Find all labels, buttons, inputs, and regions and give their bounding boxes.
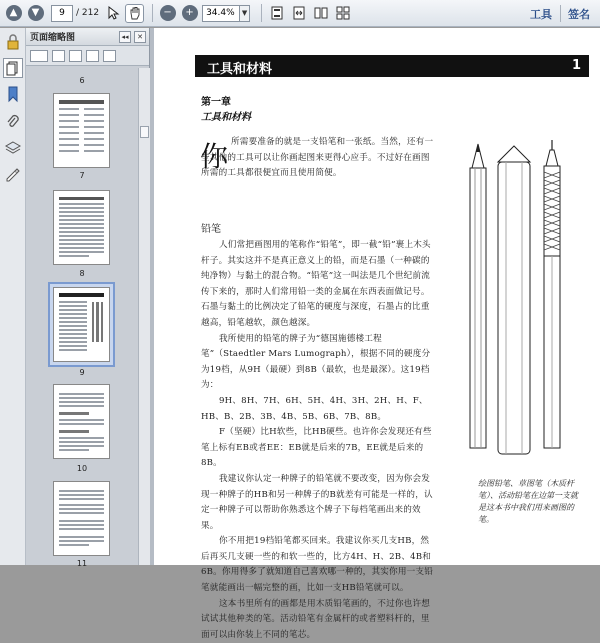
thumbnail-label: 7 xyxy=(79,171,85,180)
fit-page-icon xyxy=(270,6,284,20)
figure-caption: 绘图铅笔、草图笔（木质杆笔）、活动铅笔在边第一支就是这本书中我们用来画图的笔。 xyxy=(478,479,578,524)
attachment-icon[interactable] xyxy=(5,114,21,130)
rotate-page-icon[interactable] xyxy=(86,50,99,62)
two-page-button[interactable] xyxy=(311,4,330,23)
hand-icon xyxy=(128,6,142,20)
paragraph: 这本书里所有的画都是用木质铅笔画的，不过你也许想试试其他种类的笔。活动铅笔有金属杆的或者塑料杆的，里面可以由你装上不同的笔芯。 xyxy=(201,598,431,640)
bookmark-icon[interactable] xyxy=(5,86,21,102)
chapter-heading: 第一章 xyxy=(201,97,231,108)
paragraph: 我所使用的铅笔的牌子为“德国施德楼工程笔”（Staedtler Mars Lumograph），根据不同的硬度分为19档，从9H（最硬）到8B（最软，也是最深）。这19档为： xyxy=(201,333,431,391)
thumbnail-label: 11 xyxy=(76,559,88,568)
chapter-subtitle: 工具和材料 xyxy=(201,112,251,123)
toolbar xyxy=(0,0,600,27)
paragraph: 你不用把19档铅笔都买回来。我建议你买几支HB，然后再买几支硬一些的和软一些的，比方4H、H、2B、4B和6B。你用得多了就知道自己喜欢哪一种的，其实你用一支铅笔就能画出一幅完整的画，比如一支HB铅笔就可以。 xyxy=(201,536,434,594)
thumbnails-list xyxy=(26,68,138,568)
chevron-down-icon: ▼ xyxy=(241,8,248,17)
hand-tool-button[interactable] xyxy=(125,4,144,23)
thumbnails-scrollbar[interactable] xyxy=(138,68,150,565)
tools-menu[interactable]: 工具 xyxy=(530,8,552,21)
extract-page-icon[interactable] xyxy=(103,50,116,62)
arrow-down-icon: ▼ xyxy=(28,5,44,21)
zoom-in-button[interactable] xyxy=(180,4,199,23)
thumbnail-page-11[interactable] xyxy=(53,481,110,556)
document-page xyxy=(154,28,600,640)
paragraph: 人们常把画图用的笔称作“铅笔”，即一截“铅”裹上木头杆子。其实这并不是真正意义上的铅，而是石墨（一种碳的纯净物）与黏土的混合物。“铅笔”这一叫法是几个世纪前流传下来的，那时人们常用铅一类的金属在东西表面做记号。石墨与黏土的比例决定了铅笔的硬度与深度，石墨占的比重越高，铅笔越软，颜色越深。 xyxy=(201,240,431,328)
lock-icon[interactable] xyxy=(5,34,21,50)
page-total: / 212 xyxy=(76,8,100,18)
select-tool-button[interactable] xyxy=(103,4,122,23)
panel-toolbar xyxy=(26,46,149,66)
zoom-out-button[interactable] xyxy=(158,4,177,23)
page-thumbnails-icon[interactable] xyxy=(3,58,23,78)
pencils-illustration xyxy=(454,138,574,468)
arrow-up-icon: ▲ xyxy=(6,5,22,21)
paragraph: 9H、8H、7H、6H、5H、4H、3H、2H、H、F、HB、B、2B、3B、4B、5B、6B、7B、8B。 xyxy=(201,395,428,422)
navigation-rail xyxy=(0,28,26,565)
thumbnail-label: 9 xyxy=(79,368,85,377)
toolbar-separator xyxy=(560,5,561,22)
signature-icon[interactable] xyxy=(5,166,21,182)
thumbnail-page-9[interactable] xyxy=(53,287,110,362)
fit-width-icon xyxy=(292,6,306,20)
banner-number: 1 xyxy=(571,58,581,73)
delete-page-icon[interactable] xyxy=(52,50,65,62)
intro-paragraph: 所需要准备的就是一支铅笔和一张纸。当然，还有一些其他的工具可以让你画起图来更得心应手。不过好在画图所需的工具都很便宜而且使用简便。 xyxy=(201,137,434,179)
body-paragraphs xyxy=(201,238,437,643)
layers-icon[interactable] xyxy=(5,140,21,156)
close-panel-button[interactable] xyxy=(134,31,146,43)
grid-view-button[interactable] xyxy=(333,4,352,23)
panel-header xyxy=(26,28,149,46)
panel-title: 页面缩略图 xyxy=(30,33,76,43)
next-page-button[interactable] xyxy=(26,4,45,23)
chapter-banner xyxy=(195,55,589,77)
drawing-pencil xyxy=(470,144,486,448)
thumbnails-panel xyxy=(26,28,150,568)
fit-page-button[interactable] xyxy=(267,4,286,23)
minus-icon: − xyxy=(160,5,176,21)
scrollbar-thumb[interactable] xyxy=(140,126,149,138)
zoom-input[interactable]: 34.4% xyxy=(202,5,240,22)
insert-page-icon[interactable] xyxy=(69,50,82,62)
mechanical-pencil xyxy=(544,140,560,448)
toolbar-separator xyxy=(261,4,262,22)
close-icon: ✕ xyxy=(137,32,143,41)
thumbnail-label: 10 xyxy=(76,464,88,473)
collapse-panel-button[interactable] xyxy=(119,31,131,43)
cursor-icon xyxy=(106,6,120,20)
toolbar-separator xyxy=(152,4,153,22)
two-page-icon xyxy=(314,6,328,20)
drop-cap: 你 xyxy=(200,140,229,173)
thumbnail-page-8[interactable] xyxy=(53,190,110,265)
section-heading: 铅笔 xyxy=(201,224,221,235)
thumbnail-page-7[interactable] xyxy=(53,93,110,168)
fit-width-button[interactable] xyxy=(289,4,308,23)
double-chevron-left-icon: ◂◂ xyxy=(121,32,129,41)
options-menu-icon[interactable] xyxy=(30,50,48,62)
grid-icon xyxy=(336,6,350,20)
sign-menu[interactable]: 签名 xyxy=(568,8,590,21)
banner-title: 工具和材料 xyxy=(207,62,273,77)
thumbnail-label: 6 xyxy=(79,76,85,85)
plus-icon: + xyxy=(182,5,198,21)
previous-page-button[interactable] xyxy=(4,4,23,23)
zoom-dropdown[interactable] xyxy=(240,5,250,22)
sketch-pencil xyxy=(498,146,530,454)
page-number-input[interactable]: 9 xyxy=(51,5,73,22)
paragraph: 我建议你认定一种牌子的铅笔就不要改变，因为你会发现一种牌子的HB和另一种牌子的B就差有可能是一样的，认定一种牌子可以帮助你熟悉这个牌子下每档笔画出来的效果。 xyxy=(201,473,433,531)
thumbnail-label: 8 xyxy=(79,269,85,278)
thumbnail-page-10[interactable] xyxy=(53,384,110,459)
paragraph: F（坚硬）比H软些，比HB硬些。也许你会发现还有些笔上标有EB或者EE：EB就是后来的7B，EE就是后来的8B。 xyxy=(201,427,432,469)
